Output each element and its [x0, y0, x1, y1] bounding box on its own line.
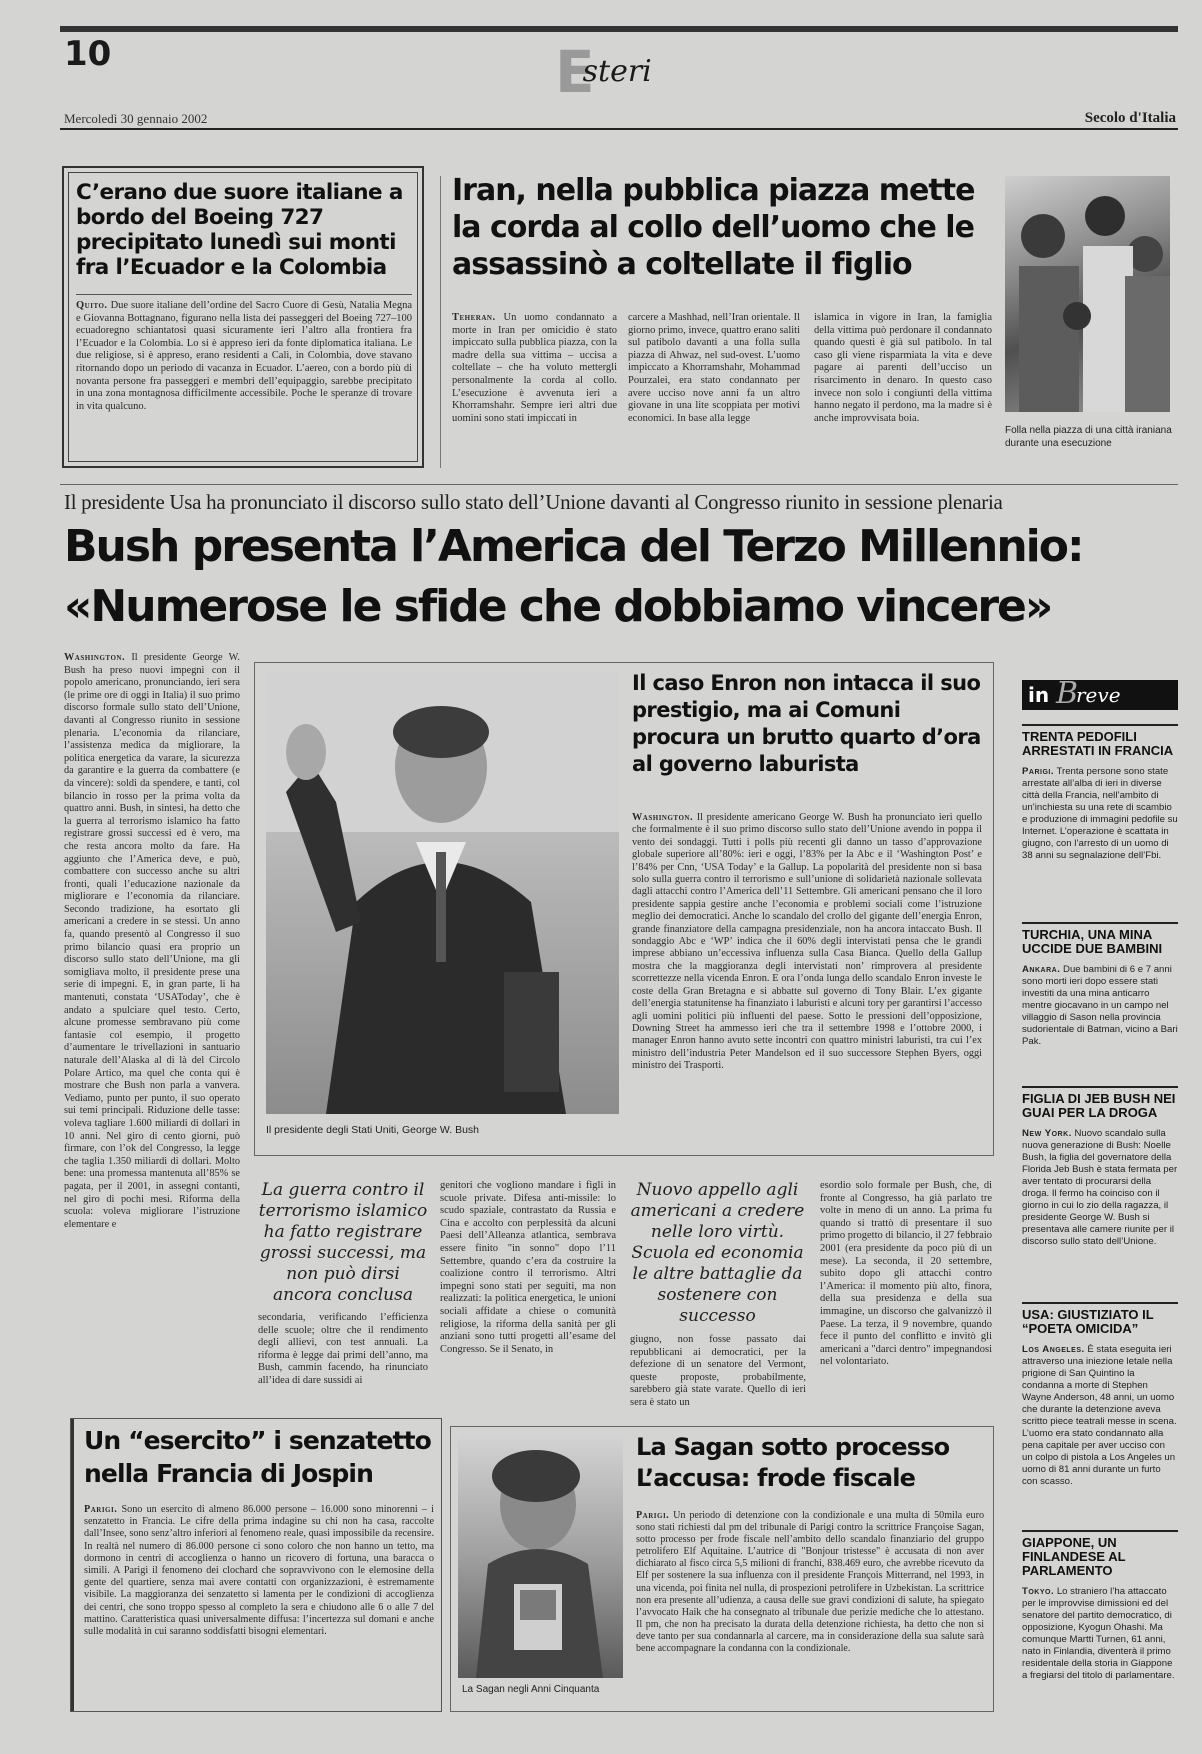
inbreve-body-4: È stata eseguita ieri attraverso una iniezione letale nella prigione di San Quintino la condanna a morte di Stephen Wayne Anderson, 48 anni, un uomo che durante la detenzione aveva scritto piece teatrali messe in scena. L’uomo era stato condannato alla pena capitale per aver ucciso con un colpo di pistola a Los Angeles un uomo di 81 anni durante un furto con scasso. — [1022, 1344, 1177, 1487]
homeless-body — [84, 1504, 434, 1704]
iran-text-1: Un uomo condannato a morte in Iran per omicidio è stato impiccato sulla pubblica piazza, con la madre della sua vittima – uccisa a coltellate – che ha voluto mettergli personalmente la corda al collo. L’esecuzione è avvenuta ieri a Khorramshahr. Sempre ieri altri due uomini sono stati impiccati in — [452, 312, 618, 424]
inbreve-item — [1022, 1302, 1178, 1530]
bush-text-1: Il presidente George W. Bush ha preso nuovi impegni con il popolo americano, pronunciando, ieri sera (le prime ore di oggi in Italia) il suo primo discorso formale sullo stato dell’Unione, davanti al Congresso riunito in sessione plenaria. L’economia da rilanciare, l’assistenza medica da migliorare, la politica energetica da varare, la sicurezza da garantire e la guerra da combattere (e da vincere): soldi da spendere, e tanti, col bilancio in rosso per la prima volta da quattro anni. Bush, in sintesi, ha detto che la guerra al terrorismo islamico ha fatto registrare grossi successi ed è vero, ma che resta ancora molto da fare. Ha aggiunto che l’America deve, e può, combattere con successo anche su altri fronti, quali l’educazione nazionale da migliorare e l’economia da rilanciare. Secondo tradizione, ha esortato gli americani a credere in se stessi. Un anno fa, quando presentò al Congresso il suo primo bilancio quasi era proprio un discorso sullo stato dell’Unione, ma gli somigliava molto, il presidente prese una serie di impegni. E, in gran parte, li ha mantenuti, constata ‘USAToday’, che è andato a spulciare quel testo. Certo, alcune promesse sembravano più come fantasie col esempio, il progetto d’aumentare le trivellazioni in santuario naturale dell’Alaska al di là del Circolo Polare Artico, ma quel che conta qui è mostrare che Bush non parla a vanvera. Vediamo, punto per punto, il suo operato sui temi principali. Riduzione delle tasse: voleva tagliare 1.600 miliardi di dollari in 10 anni. Nel giro di cento giorni, può firmare, con l’ok del Congresso, la legge che taglia 1.350 miliardi di dollari. Molto bene: una promessa mantenuta all’85% se pagata, per il 2001, in assegni contanti, nel giro di pochi mesi. Riforma della scuola: voleva migliorare l’istruzione elementare e — [64, 652, 241, 1230]
bush-col-4: giugno, non fosse passato dai repubblicani ai democratici, per la defezione di un senatore del Vermont, queste proposte, probabilmente, sarebbero già state varate. Quello di ieri sera è stato un — [630, 1334, 806, 1408]
inbreve-item — [1022, 922, 1178, 1084]
inbreve-title-5: GIAPPONE, UN FINLANDESE AL PARLAMENTO — [1022, 1535, 1126, 1578]
bush-pull-quote-1: La guerra contro il terrorismo islamico ha fatto registrare grossi successi, ma non può dirsi ancora conclusa — [258, 1180, 428, 1305]
photo-bush-waving — [266, 672, 619, 1114]
bush-figure-shapes — [266, 672, 619, 1114]
inbreve-body-3: Nuovo scandalo sulla nuova generazione di Bush: Noelle Bush, la figlia del governatore della Florida Jeb Bush è stata fermata per aver tentato di procurarsi della droga. Il fermo ha coinciso con il giorno in cui lo zio della ragazza, il presidente George W. Bush si presentava alle camere riunite per il discorso sullo stato dell’Unione. — [1022, 1128, 1178, 1247]
iran-col-2: carcere a Mashhad, nell’Iran orientale. Il giorno primo, invece, quattro erano saliti sul patibolo davanti a una folla sulla piazza di Ahwaz, nel sud-ovest. L’uomo impiccato a Khorramshahr, Mohammad Pourzalei, era stato condannato per avere ucciso nove anni fa un altro giovane in una lite scoppiata per motivi economici. In base alla legge — [628, 312, 800, 424]
homeless-dateline: Parigi. — [84, 1504, 118, 1515]
page-number: 10 — [64, 34, 112, 74]
section-title — [555, 38, 664, 106]
iran-photo-caption: Folla nella piazza di una città iraniana durante una esecuzione — [1005, 425, 1172, 449]
bush-col-1 — [64, 652, 240, 1397]
inbreve-item — [1022, 1530, 1178, 1736]
photo-sagan-portrait — [458, 1434, 623, 1678]
issue-date: Mercoledì 30 gennaio 2002 — [64, 111, 208, 126]
bush-pull-quote-2: Nuovo appello agli americani a credere nelle loro virtù. Scuola ed economia le altre battaglie da sostenere con successo — [630, 1180, 805, 1326]
inbreve-dateline-4: Los Angeles. — [1022, 1344, 1085, 1355]
bush-dateline: Washington. — [64, 652, 126, 663]
homeless-text: Sono un esercito di almeno 86.000 persone – 16.000 sono minorenni – i senzatetto in Francia. Le cifre della prima indagine su chi non ha casa, raccolte dall’Insee, sono senz’altro inferiori al fenomeno reale, quasi impossibile da recensire. In realtà nel numero di 86.000 persone ci sono coloro che non hanno un tetto, ma dormono in centri di accoglienza o hanno un ricovero di fortuna, una baracca o simili. A Parigi il fenomeno dei clochard che sopravvivono con le elemosine della gente del quartiere, senza mai avere contatti con organizzazioni, è estremamente visibile. La maggioranza dei senzatetto si lamenta per le condizioni di accoglienza dei centri, che sono troppo spesso al completo la sera e chiudono alle 6 o alle 7 del mattino. Caratteristica quasi universalmente diffusa: l’incertezza sul domani e anche sulle modalità in cui saranno soddisfatti bisogni elementari. — [84, 1504, 435, 1638]
inbreve-item — [1022, 724, 1178, 892]
inbreve-dateline-2: Ankara. — [1022, 964, 1061, 975]
bush-col-5: esordio solo formale per Bush, che, di fronte al Congresso, ha già parlato tre volte in meno di un anno. La prima fu quando si trattò di presentare il suo primo progetto di bilancio, il 27 febbraio 2001 (era presidente da poco più di un mese). La seconda, il 20 settembre, subito dopo gli attacchi contro l’America: il momento più alto, finora, della sua presidenza e della sua immagine, un discorso che galvanizzò il Paese. La terza, il 9 novembre, quando fece il punto del conflitto e invitò gli americani a "darci dentro" impegnandosi nel volontariato. — [820, 1180, 992, 1368]
section-name: steri — [582, 54, 652, 89]
inbreve-dateline-3: New York. — [1022, 1128, 1072, 1139]
inbreve-title-2: TURCHIA, UNA MINA UCCIDE DUE BAMBINI — [1022, 927, 1163, 956]
bush-kicker: Il presidente Usa ha pronunciato il discorso sullo stato dell’Unione davanti al Congresso riunito in sessione plenaria — [64, 490, 1003, 514]
inbreve-rest: reve — [1076, 683, 1121, 707]
iran-col-1 — [452, 312, 617, 460]
nuns-body — [76, 300, 412, 460]
nuns-text: Due suore italiane dell’ordine del Sacro Cuore di Gesù, Natalia Megna e Giovanna Bottagnano, figurano nella lista dei passeggeri del Boeing 727–100 ecuadoregno schiantatosi quasi sicuramente ieri l’altro alla frontiera fra l’Ecuador e la Colombia. Lo si è appreso ieri da fonte diplomatica italiana. Le due religiose, si è appreso, erano residenti a Calì, in Colombia, dove stavano ritornando dopo un periodo di vacanza in Ecuador. L’aereo, con a bordo più di novanta persone fra passeggeri e membri dell’equipaggio, sarebbe precipitato in una zona montagnosa difficilmente accessibile. Poche le speranze di trovare in vita qualcuno. — [76, 300, 412, 412]
sagan-figure-shapes — [458, 1434, 623, 1678]
inbreve-body-2: Due bambini di 6 e 7 anni sono morti ieri dopo essere stati investiti da una mina anticarro mentre giocavano in un campo nel villaggio di Sason nella provincia sudorientale di Batman, vicino a Bari Pak. — [1022, 964, 1178, 1047]
iran-col-3: islamica in vigore in Iran, la famiglia della vittima può perdonare il condannato quando questi è già sul patibolo. In tal caso gli viene risparmiata la vita e deve pagare ai parenti dell’ucciso un risarcimento in denaro. In questo caso invece non solo i congiunti della vittima hanno negato il perdono, ma la madre si è anche improvvisata boia. — [814, 312, 992, 424]
bush-photo-caption: Il presidente degli Stati Uniti, George W. Bush — [266, 1124, 480, 1136]
iran-headline: Iran, nella pubblica piazza mette la corda al collo dell’uomo che le assassinò a coltellate il figlio — [452, 173, 975, 282]
enron-headline: Il caso Enron non intacca il suo prestigio, ma ai Comuni procura un brutto quarto d’ora al governo laburista — [632, 671, 981, 776]
inbreve-header — [1022, 676, 1178, 711]
bush-headline-2: «Numerose le sfide che dobbiamo vincere» — [64, 581, 1052, 632]
iran-dateline: Teheran. — [452, 312, 496, 323]
inbreve-body-1: Trenta persone sono state arrestate all’alba di ieri in diverse città della Francia, nell’ambito di un’inchiesta su una rete di scambio e produzione di immagini pedofile su Internet. L’operazione è scattata in giugno, con l’arresto di un uomo di 38 anni su segnalazione dell’Fbi. — [1022, 766, 1178, 861]
inbreve-title-3: FIGLIA DI JEB BUSH NEI GUAI PER LA DROGA — [1022, 1091, 1176, 1120]
inbreve-title-4: USA: GIUSTIZIATO IL “POETA OMICIDA” — [1022, 1307, 1154, 1336]
iran-crowd-shapes — [1005, 176, 1170, 412]
sagan-photo-caption: La Sagan negli Anni Cinquanta — [462, 1684, 600, 1695]
inbreve-dateline-5: Tokyo. — [1022, 1586, 1055, 1597]
sagan-text: Un periodo di detenzione con la condizionale e una multa di 50mila euro sono stati richiesti dal pm del tribunale di Parigi contro la scrittrice Françoise Sagan, sotto processo per frode fiscale nell’ambito dello scandalo finanziario del gruppo petrolifero Elf Aquitaine. L’autrice di "Bonjour tristesse" è accusata di non aver dichiarato al fisco circa 5,5 milioni di franchi, 838.469 euro, che avrebbe ricevuto da Elf per sostenere la sua influenza con il presidente François Mitterrand, nel 1993, in una vicenda, poi finita nel nulla, di prospezioni petrolifere in Uzbekistan. La scrittrice non era presente all’udienza, a causa delle sue gravi condizioni di salute, ha spiegato l’avvocato Haik che ha consegnato al tribunale due perizie mediche che lo attestano. Il pm, che non ha precisato la durata della detenzione richiesta, ha detto che non si deve tanto per sua condannarla al carcere, ma in considerazione della sua salute sarà bene accompagnare la condanna con la condizionale. — [636, 1510, 984, 1655]
nuns-dateline: Quito. — [76, 300, 108, 311]
enron-dateline: Washington. — [632, 812, 694, 823]
sagan-dateline: Parigi. — [636, 1510, 670, 1521]
photo-iran-crowd — [1005, 176, 1170, 412]
enron-body — [632, 812, 982, 1148]
inbreve-body-5: Lo straniero l’ha attaccato per le improvvise dimissioni ed del senatore del partito democratico, di opposizione, Kyogun Ohashi. Ma comunque Martti Turnen, 61 anni, nato in Finlandia, diventerà il primo residentale della storia in Giappone a fregiarsi del titolo di parlamentare. — [1022, 1586, 1175, 1681]
inbreve-dateline-1: Parigi. — [1022, 766, 1055, 777]
paper-name: Secolo d'Italia — [1084, 110, 1176, 126]
inbreve-prefix: in — [1028, 683, 1050, 707]
bush-headline-1: Bush presenta l’America del Terzo Millennio: — [64, 521, 1083, 572]
homeless-headline: Un “esercito” i senzatetto nella Francia di Jospin — [84, 1426, 431, 1488]
bush-col-3: genitori che vogliono mandare i figli in scuole private. Difesa anti-missile: lo scudo spaziale, contrastato da Russia e Cina e accolto con perplessità da alcuni Paesi dell’Alleanza atlantica, sembrava essere finito "in sonno" dopo l’11 Settembre, quando c’era da costruire la coalizione contro il terrorismo. Altri impegni sono stati per seguiti, ma non realizzati: la politica energetica, le unioni sociali affidate a chiese o comunità religiose, la riforma della sanità per gli anziani sono tutti progetti all’esame del Congresso. Se il Senato, in — [440, 1180, 616, 1355]
nuns-headline: C’erano due suore italiane a bordo del Boeing 727 precipitato lunedì sui monti fra l’Ecuador e la Colombia — [76, 180, 403, 280]
nuns-article — [62, 166, 424, 468]
inbreve-letter: B — [1056, 676, 1079, 711]
inbreve-title-1: TRENTA PEDOFILI ARRESTATI IN FRANCIA — [1022, 729, 1174, 758]
sagan-headline: La Sagan sotto processo L’accusa: frode fiscale — [636, 1433, 950, 1492]
bush-col-2: secondaria, verificando l’efficienza delle scuole; oltre che il rendimento degli allievi, con test annuali. La riforma è legge dai primi dell’anno, ma Bush, cammin facendo, ha rinunciato all’idea di dare sussidi ai — [258, 1312, 428, 1386]
inbreve-item — [1022, 1086, 1178, 1284]
sagan-body — [636, 1510, 984, 1706]
enron-text: Il presidente americano George W. Bush ha pronunciato ieri quello che formalmente è il suo primo discorso sullo stato dell’Unione avendo in poppa il vento dei sondaggi. Tutti i polls più recenti gli danno un tasso d’approvazione globale superiore all’80%: ieri e oggi, l’83% per la Abc e il ‘Washington Post’ e l’84% per Cnn, ‘USA Today’ e la Gallup. La popolarità del presidente non si basa solo sulla guerra contro il terrorismo e sull’unione di solidarietà nazionale sollevata dagli attacchi contro l’America dell’11 Settembre. Gli americani pensano che il loro presidente sappia gestire anche l’economia e problemi sociali come l’istruzione meglio dei democratici. Anche lo scandalo del crollo del gigante dell’energia Enron, grande finanziatore della campagna presidenziale, non ha ancora intaccato Bush. Il sondaggio Abc e ‘WP’ indica che il 60% degli intervistati pensa che le grandi imprese abbiano un’eccessiva influenza sulla Casa Bianca. Quello della Gallup mostra che la maggioranza degli intervistati non’ rimprovera al presidente scorrettezze nella vicenda Enron. E ora l’onda lunga dello scandalo Enron investe le coste della Gran Bretagna e si abbatte sul governo di Tony Blair. L’ex gigante dell’energia statunitense ha finanziato i laburisti e alcuni tory per garantirsi l’accesso agli uomini politici più influenti del paese. Sotto le pressioni dell’opposizione, Downing Street ha ammesso ieri che tra il settembre 1998 e l’ottobre 2000, i manager Enron hanno avuto sette incontri con quattro ministri laburisti, tra cui l’ex ministro dell’industria Peter Mandelson ed il suo successore Stephen Byers, oggi ministro dei Trasporti. — [632, 812, 982, 1072]
section-initial: E — [555, 38, 595, 106]
